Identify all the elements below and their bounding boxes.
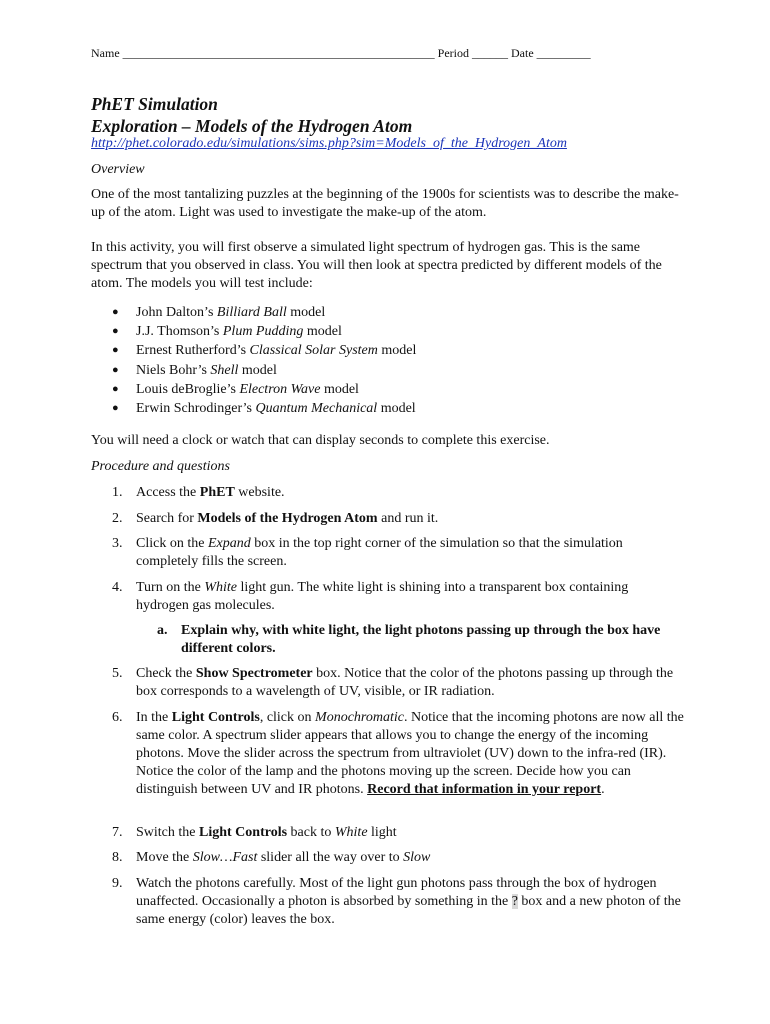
- record-instruction: Record that information in your report: [367, 782, 602, 797]
- step-number: 4.: [112, 580, 123, 595]
- step-number: 1.: [112, 485, 123, 500]
- bullet-icon: ●: [112, 402, 119, 415]
- step-number: 6.: [112, 710, 123, 725]
- step-number: 2.: [112, 511, 123, 526]
- name-blank: ____________________________________________________: [122, 46, 435, 60]
- overview-heading: Overview: [91, 162, 145, 177]
- step-number: 3.: [112, 536, 123, 551]
- step-number: 8.: [112, 850, 123, 865]
- list-item: ● John Dalton’s Billiard Ball model: [112, 303, 416, 322]
- list-item: ● Niels Bohr’s Shell model: [112, 361, 416, 380]
- procedure-heading: Procedure and questions: [91, 459, 230, 474]
- list-item: ● Louis deBroglie’s Electron Wave model: [112, 380, 416, 399]
- list-item: ● Erwin Schrodinger’s Quantum Mechanical model: [112, 399, 416, 418]
- list-item: ● J.J. Thomson’s Plum Pudding model: [112, 322, 416, 341]
- question-text: Explain why, with white light, the light photons passing up through the box have different colors.: [181, 623, 661, 656]
- models-list: [112, 303, 416, 418]
- step-number: 5.: [112, 666, 123, 681]
- bullet-icon: ●: [112, 325, 119, 338]
- list-item: ● Ernest Rutherford’s Classical Solar System model: [112, 341, 416, 360]
- bullet-icon: ●: [112, 306, 119, 318]
- title-line-2: Exploration – Models of the Hydrogen Atom: [91, 116, 413, 136]
- date-blank: _________: [536, 46, 591, 60]
- period-label: Period: [437, 46, 469, 60]
- simulation-link[interactable]: http://phet.colorado.edu/simulations/sims.php?sim=Models_of_the_Hydrogen_Atom: [91, 136, 567, 151]
- bullet-icon: ●: [112, 382, 119, 395]
- student-info-line: [91, 46, 591, 61]
- step-number: 7.: [112, 825, 123, 840]
- worksheet-page: Name ____________________________________________________ Period ______ Date _________ PhET Simulation Exploration – Models of the Hydrogen Atom http://phet.colorado.edu/simulations/sims.php?sim=Models_of_the_Hydrogen_Atom Overview One of the most tantalizing puzzles at the beginning of the 1900s for scientists was to describe the make-up of the atom. Light was used to investigate the make-up of the atom. In this activity, you will first observe a simulated light spectrum of hydrogen gas. This is the same spectrum that you observed in class. You will then look at spectra predicted by different models of the atom. The models you will test include: ● John Dalton’s Billiard Ball model ● J.J. Thomson’s Plum Pudding model ● Ernest Rutherford’s Classical Solar System model ● Niels Bohr’s Shell model ● Louis deBroglie’s Electron Wave model ● Erwin Schrodinger’s Quantum Mechanical model You will need a clock or watch that can display seconds to complete this exercise. Procedure and questions 1. Access the PhET website. 2. Search for Models of the Hydrogen Atom and run it. 3. Click on the Expand box in the top right corner of the simulation so that the simulation completely fills the screen. 4. Turn on the White light gun. The white light is shining into a transparent box containing hydrogen gas molecules. a. Explain why, with white light, the light photons passing up through the box have different colors. 5. Check the Show Spectrometer box. Notice that the color of the photons passing up through the box corresponds to a wavelength of UV, visible, or IR radiation. 6. In the Light Controls, click on Monochromatic. Notice that the incoming photons are now all the same color. A spectrum slider appears that allows you to change the energy of the incoming photons. Move the slider across the spectrum from ultraviolet (UV) down to the infra-red (IR). Notice the color of the lamp and the photons moving up the screen. Decide how you can distinguish between UV and IR photons. Record that information in your report. 7. Switch the Light Controls back to White light 8. Move the Slow…Fast slider all the way over to Slow 9. Watch the photons carefully. Most of the light gun photons pass through the box of hydrogen unaffected. Occasionally a photon is absorbed by something in the ? box and a new photon of the same energy (color) leaves the box.: [0, 0, 770, 1024]
- step-letter: a.: [157, 623, 168, 638]
- overview-paragraph-1: One of the most tantalizing puzzles at the beginning of the 1900s for scientists was to describe the make-up of the atom. Light was used to investigate the make-up of the atom.: [91, 187, 679, 220]
- question-mark-box: ?: [511, 894, 518, 909]
- clock-note: You will need a clock or watch that can display seconds to complete this exercise.: [91, 433, 550, 448]
- date-label: Date: [511, 46, 534, 60]
- name-label: Name: [91, 46, 120, 60]
- bullet-icon: ●: [112, 363, 119, 376]
- title-line-1: PhET Simulation: [91, 94, 218, 114]
- bullet-icon: ●: [112, 344, 119, 357]
- period-blank: ______: [472, 46, 508, 60]
- overview-paragraph-2: In this activity, you will first observe a simulated light spectrum of hydrogen gas. This is the same spectrum that you observed in class. You will then look at spectra predicted by different models of the atom. The models you will test include:: [91, 240, 662, 291]
- step-number: 9.: [112, 876, 123, 891]
